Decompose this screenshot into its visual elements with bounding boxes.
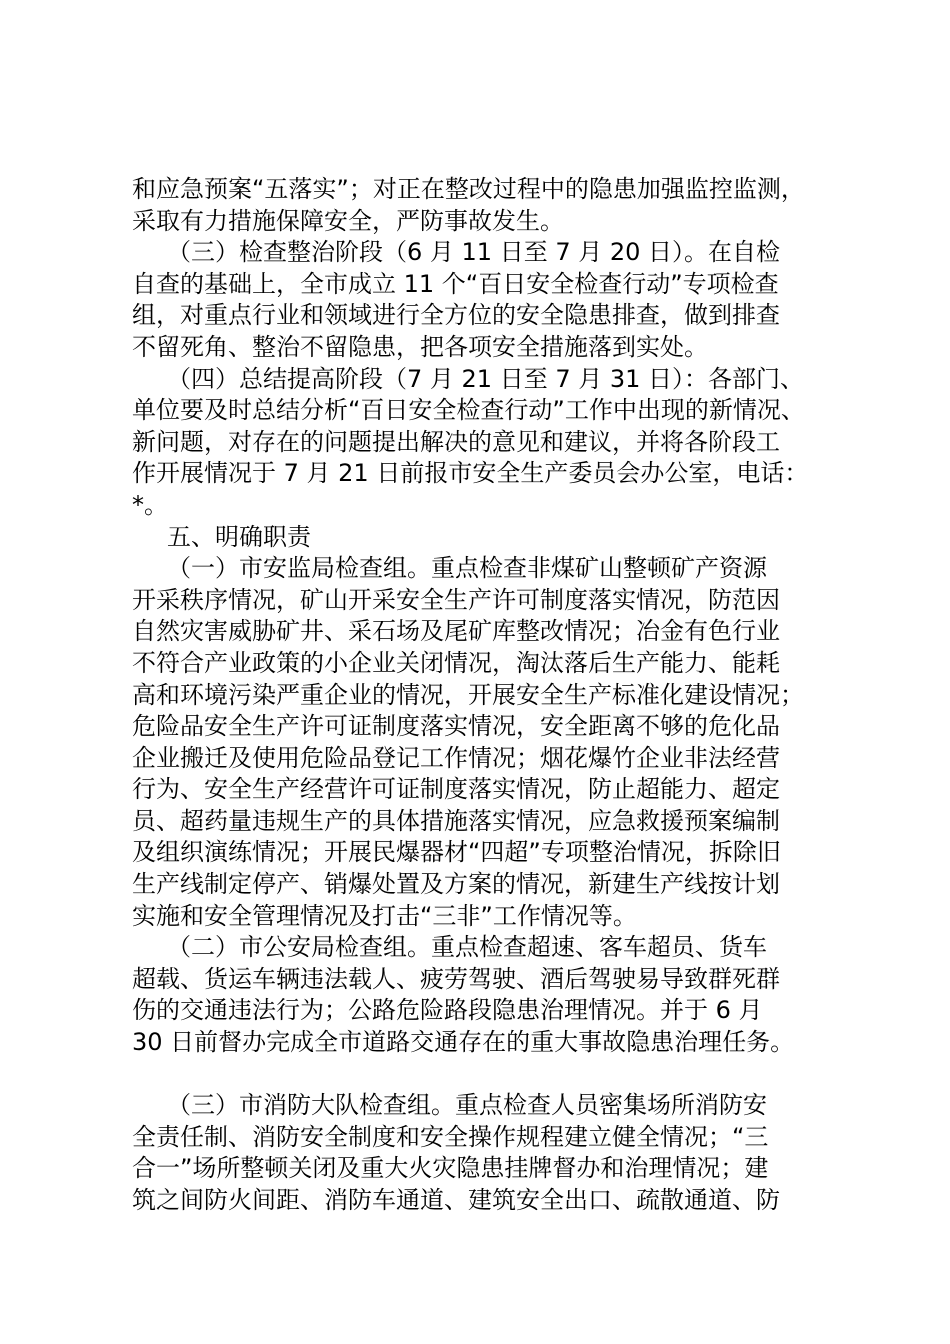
text-line: 采取有力措施保障安全，严防事故发生。 bbox=[132, 206, 564, 235]
text-line: （一）市安监局检查组。重点检查非煤矿山整顿矿产资源 bbox=[167, 554, 767, 583]
text-line: 超载、货运车辆违法载人、疲劳驾驶、酒后驾驶易导致群死群 bbox=[132, 964, 780, 993]
text-line: 开采秩序情况，矿山开采安全生产许可制度落实情况，防范因 bbox=[132, 585, 780, 614]
text-line: 自然灾害威胁矿井、采石场及尾矿库整改情况；冶金有色行业 bbox=[132, 617, 780, 646]
text-line: （四）总结提高阶段（7 月 21 日至 7 月 31 日）：各部门、 bbox=[167, 364, 805, 393]
document-body bbox=[132, 174, 847, 1217]
text-line: 自查的基础上，全市成立 11 个“百日安全检查行动”专项检查 bbox=[132, 269, 779, 298]
text-line: 及组织演练情况；开展民爆器材“四超”专项整治情况，拆除旧 bbox=[132, 838, 781, 867]
section-heading: 五、明确职责 bbox=[167, 522, 311, 551]
text-line: 不留死角、整治不留隐患，把各项安全措施落到实处。 bbox=[132, 332, 708, 361]
text-line: （三）市消防大队检查组。重点检查人员密集场所消防安 bbox=[167, 1091, 767, 1120]
text-line: 筑之间防火间距、消防车通道、建筑安全出口、疏散通道、防 bbox=[132, 1186, 780, 1214]
text-line: 伤的交通违法行为；公路危险路段隐患治理情况。并于 6 月 bbox=[132, 996, 763, 1025]
text-line: 危险品安全生产许可证制度落实情况，安全距离不够的危化品 bbox=[132, 712, 780, 741]
text-line: 高和环境污染严重企业的情况，开展安全生产标准化建设情况； bbox=[132, 680, 804, 709]
text-line: 员、超药量违规生产的具体措施落实情况，应急救援预案编制 bbox=[132, 806, 780, 835]
text-line: （二）市公安局检查组。重点检查超速、客车超员、货车 bbox=[167, 933, 767, 962]
text-line: 全责任制、消防安全制度和安全操作规程建立健全情况；“三 bbox=[132, 1122, 769, 1151]
blank-line bbox=[132, 1059, 847, 1091]
text-line: 和应急预案“五落实”；对正在整改过程中的隐患加强监控监测， bbox=[132, 175, 805, 203]
text-line: 合一”场所整顿关闭及重大火灾隐患挂牌督办和治理情况；建 bbox=[132, 1154, 769, 1183]
text-line: 生产线制定停产、销爆处置及方案的情况，新建生产线按计划 bbox=[132, 870, 780, 899]
text-line: 不符合产业政策的小企业关闭情况，淘汰落后生产能力、能耗 bbox=[132, 648, 780, 677]
text-line: 企业搬迁及使用危险品登记工作情况；烟花爆竹企业非法经营 bbox=[132, 743, 780, 772]
text-line: 单位要及时总结分析“百日安全检查行动”工作中出现的新情况、 bbox=[132, 396, 805, 425]
text-line: 30 日前督办完成全市道路交通存在的重大事故隐患治理任务。 bbox=[132, 1028, 795, 1057]
text-line: 实施和安全管理情况及打击“三非”工作情况等。 bbox=[132, 901, 637, 930]
text-line: 新问题，对存在的问题提出解决的意见和建议，并将各阶段工 bbox=[132, 427, 780, 456]
text-line: 组，对重点行业和领域进行全方位的安全隐患排查，做到排查 bbox=[132, 301, 780, 330]
text-line: 作开展情况于 7 月 21 日前报市安全生产委员会办公室，电话： bbox=[132, 459, 809, 488]
text-line: *。 bbox=[132, 490, 168, 519]
text-line: （三）检查整治阶段（6 月 11 日至 7 月 20 日）。在自检 bbox=[167, 238, 781, 267]
text-line: 行为、安全生产经营许可证制度落实情况，防止超能力、超定 bbox=[132, 775, 780, 804]
